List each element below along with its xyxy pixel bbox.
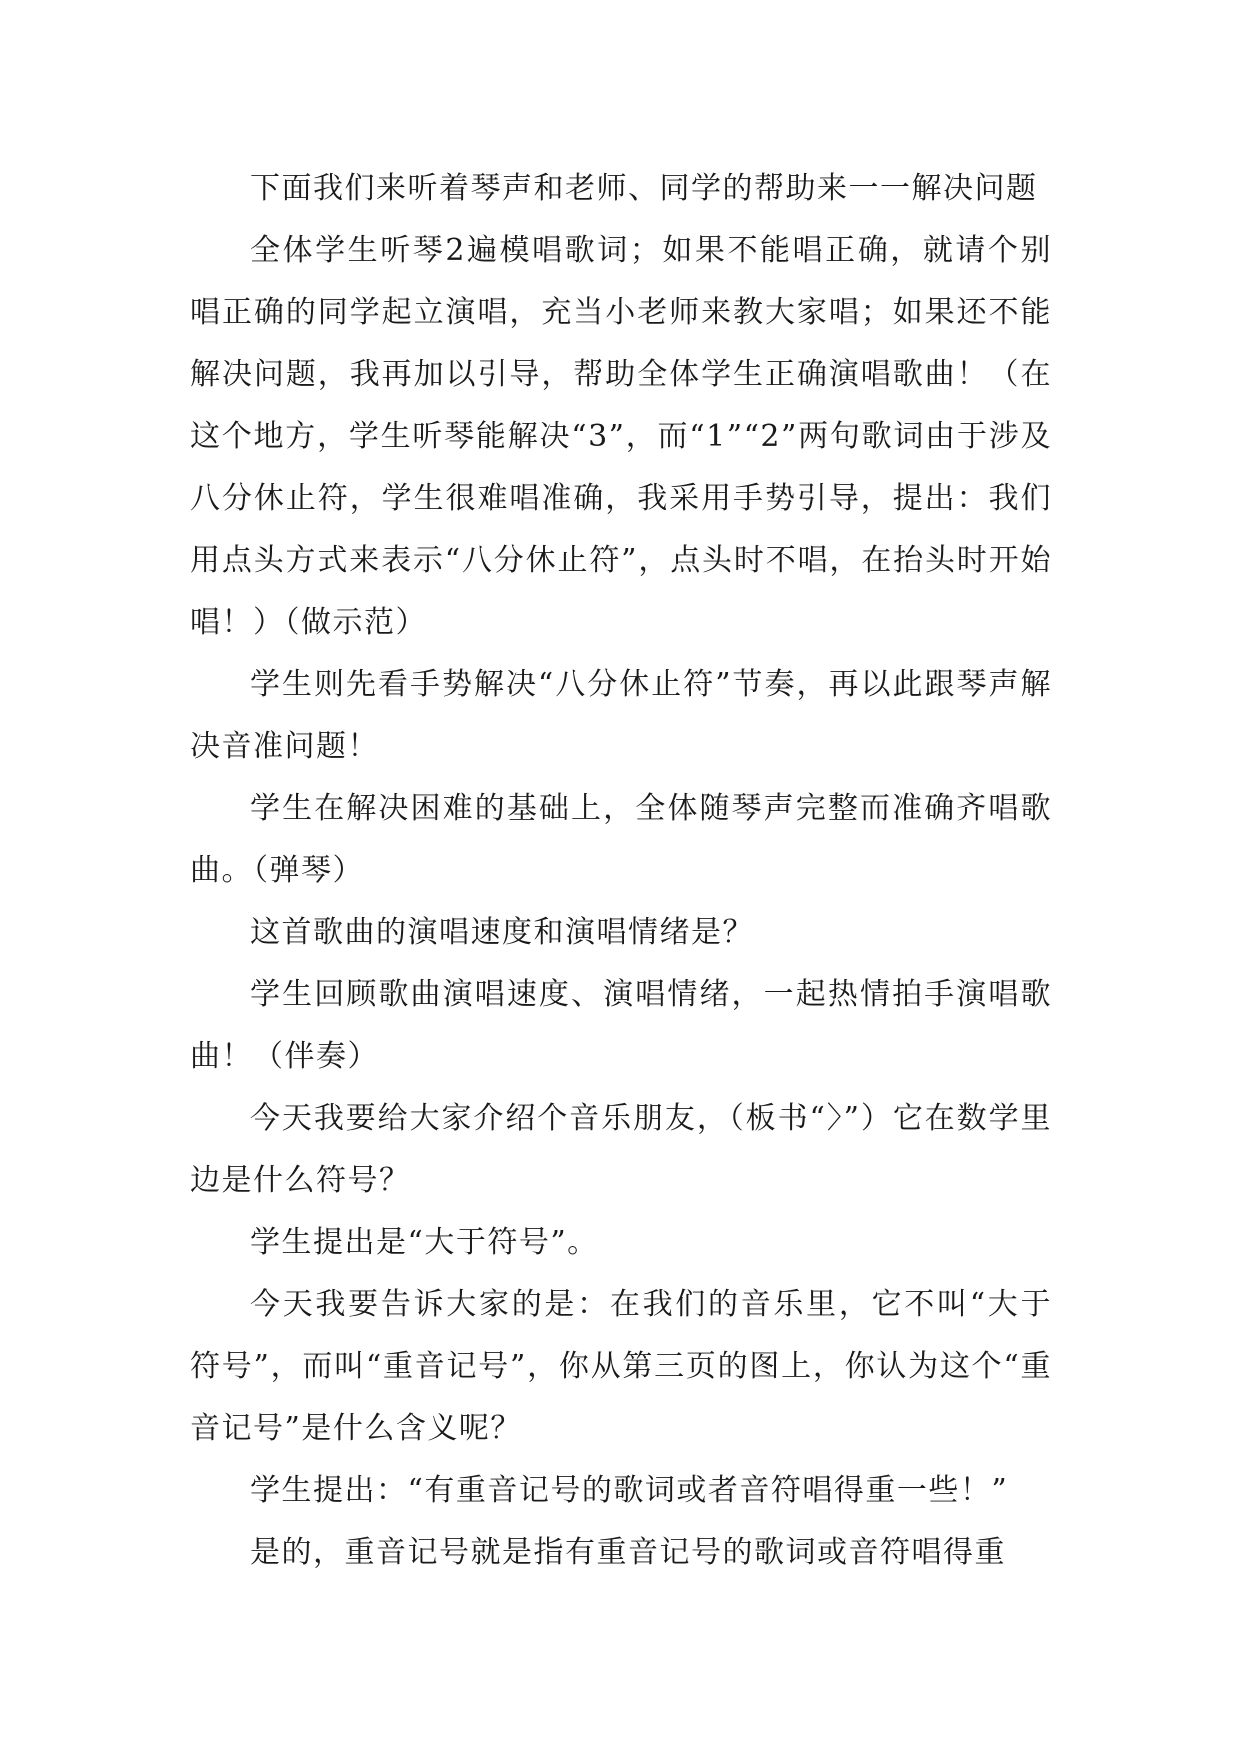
paragraph-10: 学生提出：“有重音记号的歌词或者音符唱得重一些！” xyxy=(250,1473,1009,1508)
paragraph-8: 学生提出是“大于符号”。 xyxy=(250,1225,599,1260)
paragraph-6: 学生回顾歌曲演唱速度、演唱情绪，一起热情拍手演唱歌曲！（伴奏） xyxy=(190,977,1052,1074)
paragraph-11: 是的，重音记号就是指有重音记号的歌词或音符唱得重 xyxy=(250,1535,1006,1570)
paragraph-5: 这首歌曲的演唱速度和演唱情绪是？ xyxy=(250,915,754,950)
paragraph-9: 今天我要告诉大家的是：在我们的音乐里，它不叫“大于符号”，而叫“重音记号”，你从第三页的图上，你认为这个“重音记号”是什么含义呢？ xyxy=(190,1287,1052,1446)
paragraph-3: 学生则先看手势解决“八分休止符”节奏，再以此跟琴声解决音准问题！ xyxy=(190,667,1052,764)
paragraph-4: 学生在解决困难的基础上，全体随琴声完整而准确齐唱歌曲。（弹琴） xyxy=(190,791,1052,888)
paragraph-1: 下面我们来听着琴声和老师、同学的帮助来一一解决问题 xyxy=(250,171,1038,206)
paragraph-2: 全体学生听琴2遍模唱歌词；如果不能唱正确，就请个别唱正确的同学起立演唱，充当小老师来教大家唱；如果还不能解决问题，我再加以引导，帮助全体学生正确演唱歌曲！（在这个地方，学生听琴能解决“3”，而“1”“2”两句歌词由于涉及八分休止符，学生很难唱准确，我采用手势引导，提出：我们用点头方式来表示“八分休止符”，点头时不唱，在抬头时开始唱！）（做示范） xyxy=(190,233,1052,640)
paragraph-7: 今天我要给大家介绍个音乐朋友，（板书“〉”）它在数学里边是什么符号？ xyxy=(190,1101,1052,1198)
document-body xyxy=(190,158,1052,1584)
